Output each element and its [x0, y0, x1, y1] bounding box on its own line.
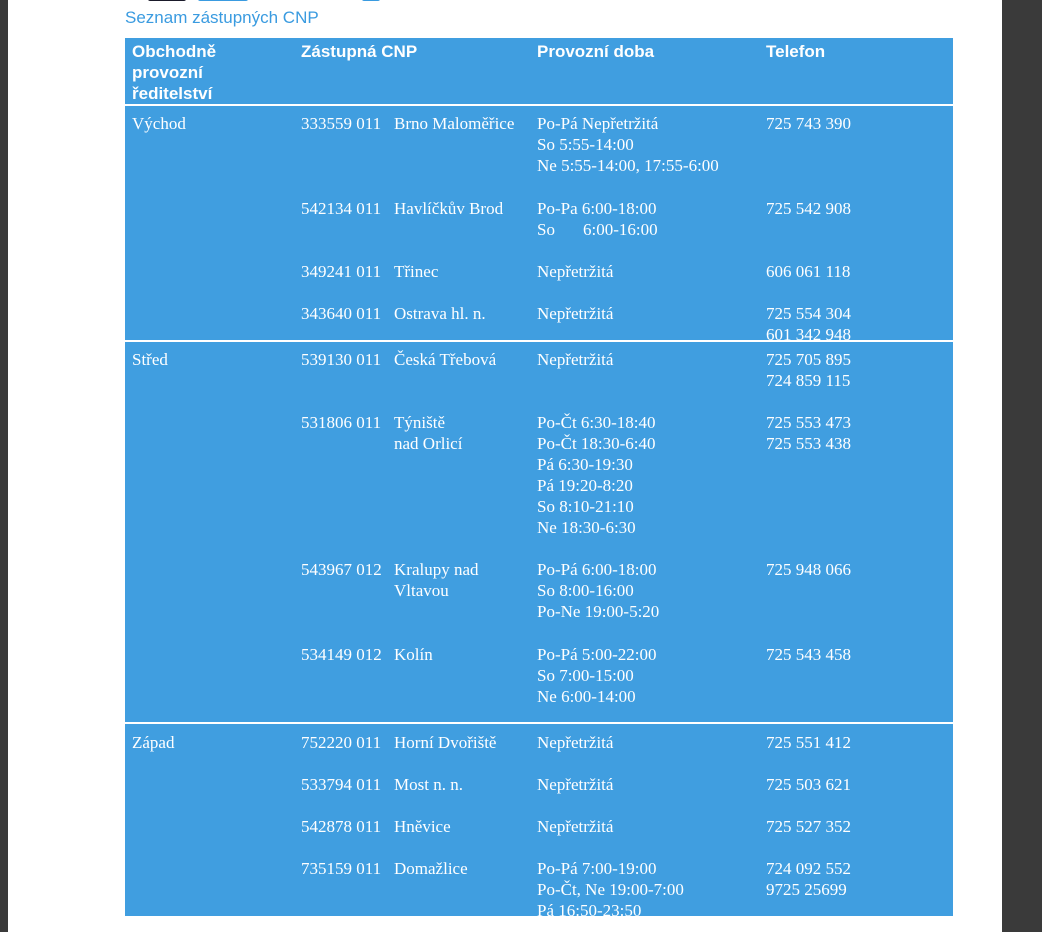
phone-numbers	[766, 644, 851, 665]
cnp-place	[394, 858, 468, 879]
opening-hours-line: Nepřetržitá	[537, 733, 614, 752]
opening-hours	[537, 858, 684, 921]
phone-number: 725 554 304	[766, 304, 851, 323]
opening-hours-line: Nepřetržitá	[537, 350, 614, 369]
cnp-place-line: nad Orlicí	[394, 434, 463, 453]
opening-hours-line: Po-Pá 7:00-19:00	[537, 859, 657, 878]
top-mark	[362, 0, 380, 1]
opening-hours	[537, 412, 656, 538]
cnp-place	[394, 559, 479, 601]
phone-numbers	[766, 816, 851, 837]
opening-hours-line: Po-Pa 6:00-18:00	[537, 199, 657, 218]
cnp-place	[394, 412, 462, 454]
top-mark	[198, 0, 248, 1]
cnp-place-line: Hněvice	[394, 817, 451, 836]
opening-hours-line: Pá 19:20-8:20	[537, 476, 633, 495]
phone-number: 725 551 412	[766, 733, 851, 752]
cnp-code: 349241 011	[301, 262, 382, 281]
opening-hours-line: Pá 6:30-19:30	[537, 455, 633, 474]
opening-hours-line: Nepřetržitá	[537, 304, 614, 323]
opening-hours-line: So 7:00-15:00	[537, 666, 634, 685]
phone-number: 601 342 948	[766, 325, 851, 344]
cnp-table	[125, 38, 953, 920]
opening-hours-line: Nepřetržitá	[537, 775, 614, 794]
opening-hours	[537, 113, 719, 176]
phone-numbers	[766, 349, 851, 391]
cnp-place	[394, 113, 514, 134]
opening-hours-line: Po-Čt 6:30-18:40	[537, 413, 656, 432]
opening-hours-line: Po-Pá 6:00-18:00	[537, 560, 657, 579]
opening-hours	[537, 644, 656, 707]
phone-number: 9725 25699	[766, 880, 847, 899]
cnp-place-line: Kralupy nad	[394, 560, 479, 579]
cnp-code: 543967 012	[301, 560, 382, 579]
header-region-line: Obchodně	[132, 42, 217, 61]
cnp-place	[394, 349, 496, 370]
opening-hours-line: Ne 6:00-14:00	[537, 687, 636, 706]
cnp-place-line: Horní Dvořiště	[394, 733, 497, 752]
opening-hours	[537, 198, 658, 240]
row-separator	[125, 104, 953, 106]
cnp-code: 542134 011	[301, 199, 382, 218]
opening-hours-line: So 8:00-16:00	[537, 581, 634, 600]
cnp-place-line: Česká Třebová	[394, 350, 497, 369]
cnp-place-line: Týniště	[394, 413, 445, 432]
phone-number: 725 503 621	[766, 775, 851, 794]
opening-hours	[537, 774, 613, 795]
phone-number: 606 061 118	[766, 262, 851, 281]
opening-hours-line: Po-Čt, Ne 19:00-7:00	[537, 880, 684, 899]
opening-hours-line: Po-Pá 5:00-22:00	[537, 645, 657, 664]
header-region	[132, 41, 216, 104]
region-name: Střed	[132, 350, 168, 369]
phone-number: 725 527 352	[766, 817, 851, 836]
region-name: Východ	[132, 114, 186, 133]
phone-numbers	[766, 559, 851, 580]
opening-hours-line: Po-Ne 19:00-5:20	[537, 602, 660, 621]
cnp-code: 752220 011	[301, 733, 382, 752]
phone-number: 725 948 066	[766, 560, 851, 579]
header-region-line: ředitelství	[132, 84, 213, 103]
cnp-place	[394, 644, 433, 665]
phone-numbers	[766, 774, 851, 795]
document-caption: Seznam zástupných CNP	[125, 8, 319, 27]
cnp-place-line: Havlíčkův Brod	[394, 199, 504, 218]
cnp-code: 343640 011	[301, 304, 382, 323]
cnp-place	[394, 774, 463, 795]
phone-number: 725 553 438	[766, 434, 851, 453]
opening-hours-line: Pá 16:50-23:50	[537, 901, 642, 920]
row-separator	[125, 722, 953, 724]
opening-hours-line: Nepřetržitá	[537, 262, 614, 281]
phone-number: 725 543 458	[766, 645, 851, 664]
cnp-code: 531806 011	[301, 413, 382, 432]
cnp-place	[394, 816, 451, 837]
opening-hours-line: Ne 18:30-6:30	[537, 518, 636, 537]
header-cnp: Zástupná CNP	[301, 42, 418, 61]
phone-number: 725 705 895	[766, 350, 851, 369]
phone-number: 724 092 552	[766, 859, 851, 878]
opening-hours	[537, 559, 659, 622]
cnp-code: 533794 011	[301, 775, 382, 794]
cnp-code: 539130 011	[301, 350, 382, 369]
cnp-place-line: Třinec	[394, 262, 439, 281]
region-name: Západ	[132, 733, 175, 752]
document-page	[8, 0, 1002, 932]
cnp-place-line: Brno Maloměřice	[394, 114, 515, 133]
cnp-place-line: Ostrava hl. n.	[394, 304, 486, 323]
cnp-place-line: Vltavou	[394, 581, 449, 600]
opening-hours	[537, 261, 613, 282]
phone-number: 725 743 390	[766, 114, 851, 133]
cnp-place	[394, 732, 496, 753]
phone-number: 725 553 473	[766, 413, 851, 432]
cnp-place	[394, 198, 503, 219]
opening-hours-line: So 8:10-21:10	[537, 497, 634, 516]
cnp-place	[394, 303, 486, 324]
top-mark	[148, 0, 186, 1]
opening-hours	[537, 303, 613, 324]
header-region-line: provozní	[132, 63, 203, 82]
opening-hours-line: Nepřetržitá	[537, 817, 614, 836]
cnp-code: 735159 011	[301, 859, 382, 878]
opening-hours-line: Ne 5:55-14:00, 17:55-6:00	[537, 156, 719, 175]
phone-numbers	[766, 198, 851, 219]
cnp-code: 542878 011	[301, 817, 382, 836]
cnp-place-line: Most n. n.	[394, 775, 463, 794]
cnp-place-line: Domažlice	[394, 859, 468, 878]
opening-hours	[537, 349, 613, 370]
phone-numbers	[766, 412, 851, 454]
cnp-code: 333559 011	[301, 114, 382, 133]
header-phone: Telefon	[766, 42, 826, 61]
header-hours: Provozní doba	[537, 42, 655, 61]
opening-hours-line: So 6:00-16:00	[537, 220, 658, 239]
phone-numbers	[766, 732, 851, 753]
cnp-code: 534149 012	[301, 645, 382, 664]
phone-number: 724 859 115	[766, 371, 851, 390]
opening-hours-line: Po-Pá Nepřetržitá	[537, 114, 659, 133]
phone-numbers	[766, 261, 850, 282]
cnp-place-line: Kolín	[394, 645, 433, 664]
opening-hours	[537, 732, 613, 753]
phone-number: 725 542 908	[766, 199, 851, 218]
phone-numbers	[766, 303, 851, 345]
phone-numbers	[766, 113, 851, 134]
opening-hours-line: Po-Čt 18:30-6:40	[537, 434, 656, 453]
opening-hours	[537, 816, 613, 837]
opening-hours-line: So 5:55-14:00	[537, 135, 634, 154]
cnp-place	[394, 261, 438, 282]
phone-numbers	[766, 858, 851, 900]
